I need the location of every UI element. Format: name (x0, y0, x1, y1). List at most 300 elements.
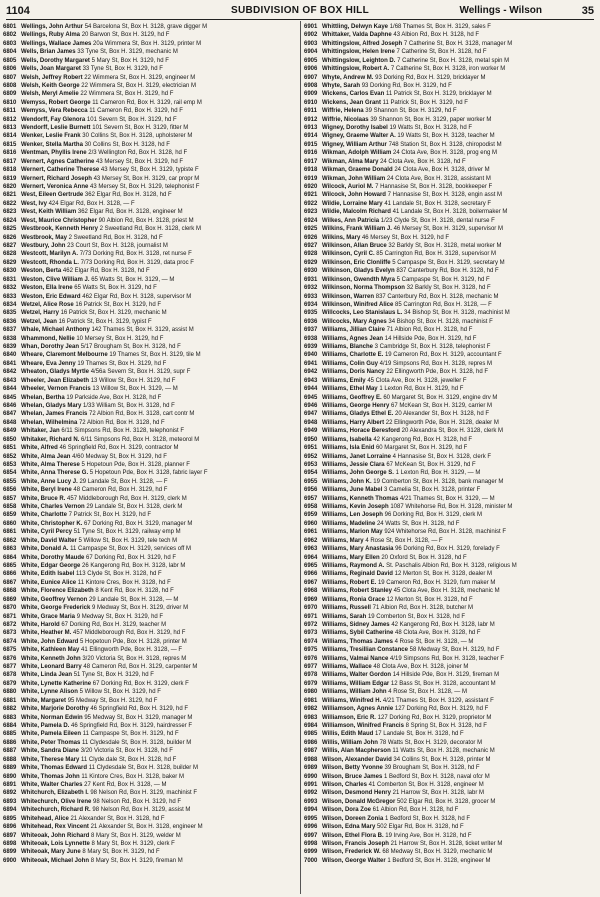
entry-name: White, Alma Jean (21, 453, 71, 460)
entry-name: Williams, Walter Gordon (322, 672, 392, 679)
entry-number: 6880 (3, 689, 17, 696)
list-item (3, 503, 295, 511)
entry-details: 41 Ellingworth Pde, Box H. 3128, — F (81, 647, 183, 654)
entry-number: 6837 (3, 327, 17, 334)
entry-number: 6831 (3, 276, 17, 283)
entry-name: Willcocks, Leo Stanislaus L. (322, 310, 403, 317)
entry-number: 6854 (3, 470, 17, 477)
list-item (304, 495, 596, 503)
list-item (304, 293, 596, 301)
entry-name: Wellings, Ruby Alma (21, 32, 81, 39)
list-item (304, 655, 596, 663)
list-item (3, 663, 295, 671)
entry-details: 22 Wimmera St, Box H. 3129, electrician M (81, 82, 196, 89)
list-item (304, 848, 596, 856)
entry-number: 6864 (3, 554, 17, 561)
entry-details: 41 Comberton St, Box H. 3128, engineer M (368, 781, 484, 788)
entry-name: White, Peter Thomas (21, 739, 81, 746)
list-item (3, 250, 295, 258)
entry-name: Wildie, Lorraine Mary (322, 200, 383, 207)
entry-number: 6804 (3, 49, 17, 56)
list-item (304, 680, 596, 688)
entry-details: 502 Elgar Rd, Box H. 3128, grocer M (396, 798, 496, 805)
entry-name: Whiteoak, Lois Lynnette (21, 840, 90, 847)
entry-details: 17 Landale St, Box H. 3128, hd F (374, 731, 464, 738)
entry-number: 6847 (3, 411, 17, 418)
entry-name: White, Charlotte (21, 512, 67, 519)
list-item (3, 259, 295, 267)
entry-details: 22 Wimmera St, Box H. 3129, engineer M (84, 74, 196, 81)
entry-number: 6839 (3, 344, 17, 351)
entry-details: 42 Kangerong Rd, Box H. 3128, hd F (373, 436, 473, 443)
entry-number: 6861 (3, 529, 17, 536)
entry-number: 6934 (304, 301, 318, 308)
entry-number: 6916 (304, 150, 318, 157)
entry-name: Williams, Russell (322, 605, 371, 612)
entry-name: Westcott, Rhonda L. (21, 259, 79, 266)
entry-details: 7 Hannasise St, Box H. 3128, engin asst M (387, 192, 503, 199)
list-item (304, 23, 596, 31)
entry-name: White, Alfred (21, 445, 58, 452)
entry-number: 6841 (3, 360, 17, 367)
entry-details: 60 Margaret St, Box H. 3129, hd F (375, 445, 468, 452)
list-item (3, 461, 295, 469)
entry-name: Wells, Dorothy Margaret (21, 57, 90, 64)
entry-name: Wilson, Frederick W. (322, 849, 381, 856)
entry-name: Wendorff, Leslie Burnett (21, 125, 91, 132)
entry-name: White, Grace Maria (21, 613, 76, 620)
entry-details: 142 Thames St, Box H. 3129, assist M (91, 327, 194, 334)
entry-name: Wikman, Alma Mary (322, 158, 379, 165)
list-item (304, 419, 596, 427)
entry-details: 68 Medway St, Box H. 3129, mechanic M (382, 849, 493, 856)
list-item (304, 402, 596, 410)
entry-number: 6832 (3, 285, 17, 292)
list-item (304, 166, 596, 174)
list-item (3, 520, 295, 528)
list-item (304, 579, 596, 587)
entry-name: Williams, Sarah (322, 613, 367, 620)
list-item (304, 486, 596, 494)
entry-details: 14 Hillside Pde, Box H. 3129, fireman M (392, 672, 500, 679)
entry-number: 6997 (304, 832, 318, 839)
entry-details: 43 Mersey St, Box H. 3129, hd F (96, 158, 184, 165)
header-rule (6, 19, 594, 20)
entry-name: Whittingslow, Robert A. (322, 66, 390, 73)
list-item (304, 208, 596, 216)
entry-details: 65 Watts St, Box H. 3129, hd F (74, 285, 157, 292)
list-item (3, 158, 295, 166)
list-item (3, 680, 295, 688)
list-item (3, 478, 295, 486)
entry-name: Wilkes, Ann Patricia (322, 217, 380, 224)
entry-number: 6889 (3, 765, 17, 772)
entry-name: White, Marjorie Dorothy (21, 706, 89, 713)
list-item (304, 638, 596, 646)
entry-details: 1/23 Clyde St, Box H. 3128, dental nurse F (380, 217, 495, 224)
entry-name: White, Alma Therese (21, 461, 80, 468)
list-item (304, 318, 596, 326)
entry-details: 1/68 Thames St, Box H. 3129, sales F (389, 24, 491, 30)
left-column (3, 23, 295, 865)
entry-number: 6833 (3, 293, 17, 300)
entry-details: 11 Clydesdale St, Box H. 3128, builder M (82, 739, 192, 746)
entry-number: 6815 (3, 141, 17, 148)
entry-number: 6814 (3, 133, 17, 140)
entry-details: 11 Campaspe St, Box H. 3129, services off M (70, 546, 191, 553)
entry-name: Williams, Isabella (322, 436, 372, 443)
list-item (304, 537, 596, 545)
entry-name: Williams, Tresillian Constance (322, 647, 408, 654)
entry-number: 6947 (304, 411, 318, 418)
entry-details: 24 Clota Ave, Box H. 3128, driver M (394, 167, 490, 174)
entry-name: Williams, Kenneth Thomas (322, 495, 399, 502)
entry-number: 6914 (304, 133, 318, 140)
entry-name: White, Harold (21, 621, 60, 628)
entry-number: 6840 (3, 352, 17, 359)
list-item (304, 773, 596, 781)
entry-number: 6822 (3, 200, 17, 207)
list-item (3, 217, 295, 225)
list-item (3, 107, 295, 115)
entry-details: 16 Patrick St, Box H. 3129, typist F (58, 318, 152, 325)
entry-details: 71 Albion Rd, Box H. 3128, butcher M (372, 605, 474, 612)
entry-name: Wheare, Eva Jenny (21, 360, 76, 367)
list-item (304, 57, 596, 65)
entry-details: 67 McKean St, Box H. 3129, hd F (386, 461, 476, 468)
entry-name: White, Linda Jean (21, 672, 73, 679)
entry-details: 4 Rose St, Box H. 3128, — M (394, 638, 474, 645)
entry-details: 29 Landale St, Box H. 3128, — M (89, 596, 179, 603)
list-item (304, 747, 596, 755)
entry-details: 67 McKean St, Box H. 3129, carrier M (390, 402, 493, 409)
entry-details: 1/33 William St, Box H. 3128, hd F (83, 402, 175, 409)
entry-name: Whitchurch, Elizabeth I. (21, 790, 89, 797)
entry-name: White, Heather M. (21, 630, 72, 637)
entry-number: 6857 (3, 495, 17, 502)
entry-number: 6807 (3, 74, 17, 81)
entry-name: Williams, Ronia Grace (322, 596, 385, 603)
entry-details: 1 Lexton Rd, Box H. 3129, — M (395, 470, 481, 477)
list-item (3, 722, 295, 730)
entry-number: 6929 (304, 259, 318, 266)
entry-name: Wilson, Doreen Zonia (322, 815, 384, 822)
entry-name: Whelan, James Francis (21, 411, 88, 418)
entry-number: 6898 (3, 840, 17, 847)
list-item (3, 23, 295, 31)
entry-name: Wemyss, Robert George (21, 99, 91, 106)
list-item (304, 309, 596, 317)
list-item (304, 621, 596, 629)
entry-name: Williamson, Eric R. (322, 714, 376, 721)
entry-name: Wilson, Charles (322, 781, 367, 788)
entry-number: 6908 (304, 82, 318, 89)
entry-name: Wheeler, Vernon Francis (21, 386, 91, 393)
list-item (304, 351, 596, 359)
list-item (304, 242, 596, 250)
entry-name: West, Ivy (21, 200, 47, 207)
entry-details: 33 Tyne St, Box H. 3129, hd F (82, 66, 163, 73)
list-item (3, 368, 295, 376)
entry-name: White, David Walter (21, 537, 77, 544)
entry-number: 6882 (3, 706, 17, 713)
list-item (304, 183, 596, 191)
entry-number: 6966 (304, 571, 318, 578)
right-column (304, 23, 596, 865)
entry-number: 6989 (304, 765, 318, 772)
entry-details: 6/11 Simpsons Rd, Box H. 3128, telephonist F (61, 428, 184, 435)
list-item (304, 301, 596, 309)
list-item (3, 579, 295, 587)
entry-name: White, Thomas John (21, 773, 80, 780)
entry-details: 11 Kintore Cres, Box H. 3128, baker M (81, 773, 184, 780)
entry-details: 101 Severn St, Box H. 3129, hd F (86, 116, 177, 123)
entry-details: 48 Cameron Rd, Box H. 3129, carpenter M (83, 664, 198, 671)
list-item (304, 65, 596, 73)
entry-number: 6911 (304, 108, 318, 115)
list-item (304, 453, 596, 461)
entry-details: 95 Medway St, Box H. 3129, manager M (84, 714, 193, 721)
entry-details: 58 Medway St, Box H. 3129, hd F (409, 647, 500, 654)
entry-name: Wilson, Alexander David (322, 756, 392, 763)
list-item (3, 655, 295, 663)
entry-details: 7 Catherine St, Box H. 3128, metal spin M (397, 57, 510, 64)
entry-name: Wilkinson, Warren (322, 293, 375, 300)
entry-name: Williams, Madeline (322, 520, 376, 527)
entry-details: 5 Willow St, Box H. 3129, tele tech M (78, 537, 178, 544)
entry-details: 362 Elgar Rd, Box H. 3128, hd F (84, 192, 172, 199)
entry-name: Wernert, Veronica Anne (21, 184, 89, 191)
list-item (304, 250, 596, 258)
list-item (3, 65, 295, 73)
entry-name: Willis, Alan Macpherson (322, 748, 391, 755)
list-item (3, 773, 295, 781)
list-item (304, 158, 596, 166)
list-item (3, 764, 295, 772)
entry-number: 6835 (3, 310, 17, 317)
list-item (3, 225, 295, 233)
entry-name: Williams, Reginald David (322, 571, 393, 578)
entry-details: 22 Ellingworth Pde, Box H. 3128, hd F (386, 369, 489, 376)
entry-number: 6957 (304, 495, 318, 502)
entry-number: 6856 (3, 487, 17, 494)
entry-details: 16 Patrick St, Box H. 3129, mechanic M (60, 310, 167, 317)
entry-details: 9 Medway St, Box H. 3129, hd F (76, 613, 164, 620)
entry-details: 95 Medway St, Box H. 3129, hd F (67, 697, 158, 704)
entry-details: 13 Willow St, Box H. 3129, hd F (90, 377, 176, 384)
list-item (3, 756, 295, 764)
list-item (3, 730, 295, 738)
entry-name: Whittingslow, Leighton D. (322, 57, 396, 64)
entry-name: Williams, Jillian Claire (322, 327, 385, 334)
entry-name: Whitehead, Rex Vincent (21, 824, 89, 831)
list-item (304, 764, 596, 772)
entry-name: Wilson, Ethel Flora B. (322, 832, 384, 839)
entry-name: Wilkinson, Gladys Evelyn (322, 268, 395, 275)
list-item (3, 621, 295, 629)
entry-details: 5 Campaspe St, Box H. 3129, secretary M (392, 259, 505, 266)
entry-details: 39 Shannon St, Box H. 3129, hd F (365, 108, 457, 115)
entry-details: 67 Dorking Rd, Box H. 3129, clerk F (92, 680, 189, 687)
entry-details: 96 Dorking Rd, Box H. 3129, forelady F (395, 546, 500, 553)
entry-name: Wernert, Catherine Therese (21, 167, 100, 174)
entry-number: 6936 (304, 318, 318, 325)
entry-number: 6912 (304, 116, 318, 123)
entry-details: 19 Comberton St, Box H. 3128, hd F (367, 613, 466, 620)
entry-number: 6920 (304, 184, 318, 191)
entry-details: 6/11 Simpsons Rd, Box H. 3128, meteorol M (81, 436, 200, 443)
list-item (304, 191, 596, 199)
list-item (304, 267, 596, 275)
list-item (304, 200, 596, 208)
entry-name: White, Kenneth John (21, 655, 81, 662)
entry-name: Wendorff, Fay Glenora (21, 116, 86, 123)
entry-details: St. Paschalis Albion Rd, Box H. 3128, religious M (386, 563, 517, 569)
entry-details: 3 Camelia St, Box H. 3128, printer F (383, 487, 481, 494)
entry-details: 29 Landale St, Box H. 3128, clerk M (86, 504, 183, 511)
entry-details: 61 Albion Rd, Box H. 3128, hd F (372, 807, 459, 814)
entry-number: 6848 (3, 419, 17, 426)
entry-number: 6955 (304, 478, 318, 485)
entry-details: 90 Albion Rd, Box H. 3128, priest M (98, 217, 194, 224)
list-item (304, 739, 596, 747)
entry-number: 6842 (3, 369, 17, 376)
list-item (304, 840, 596, 848)
entry-name: Whittingslow, Helen Irene (322, 49, 395, 56)
entry-details: 21 Alexander St, Box H. 3128, engineer M (90, 824, 203, 831)
entry-details: 46 Springfield Rd, Box H. 3129, hd F (90, 706, 189, 713)
entry-number: 6981 (304, 697, 318, 704)
list-item (3, 697, 295, 705)
entry-details: 72 Albion Rd, Box H. 3128, hd F (78, 419, 165, 426)
entry-number: 6985 (304, 731, 318, 738)
entry-number: 6991 (304, 781, 318, 788)
list-item (304, 343, 596, 351)
entry-name: Williams, Harry Albert (322, 419, 385, 426)
entry-details: 127 Dorking Rd, Box H. 3129, hd F (394, 706, 489, 713)
entry-details: 72 Albion Rd, Box H. 3128, cart contr M (89, 411, 195, 418)
entry-number: 6878 (3, 672, 17, 679)
entry-name: White, Charles Vernon (21, 504, 85, 511)
entry-name: Williams, Gladys Ethel E. (322, 411, 394, 418)
entry-number: 6850 (3, 436, 17, 443)
list-item (304, 74, 596, 82)
entry-details: 1 Lexton Rd, Box H. 3129, hd F (379, 386, 464, 393)
entry-details: 98 Nelson Rd, Box H. 3129, machinist F (90, 790, 198, 797)
entry-name: White, Sandra Diane (21, 748, 80, 755)
entry-name: White, Lynne Alison (21, 689, 78, 696)
list-item (304, 714, 596, 722)
entry-details: 3/20 Victoria St, Box H. 3128, hd F (80, 748, 173, 755)
list-item (3, 604, 295, 612)
entry-name: West, Maurice Christopher (21, 217, 97, 224)
entry-number: 6994 (304, 807, 318, 814)
entry-number: 6803 (3, 40, 17, 47)
entry-details: 8 Mary St, Box H. 3129, welder M (91, 832, 181, 839)
entry-name: White, Beryl Irene (21, 487, 72, 494)
entry-number: 6865 (3, 563, 17, 569)
entry-details: 462 Elgar Rd, Box H. 3128, supervisor M (82, 293, 192, 300)
list-item (304, 335, 596, 343)
list-item (304, 469, 596, 477)
entry-name: Willcocks, Mary Agnes (322, 318, 387, 325)
list-item (3, 40, 295, 48)
entry-number: 6863 (3, 546, 17, 553)
entry-name: Wheaton, Gladys Myrtle (21, 369, 90, 376)
entry-name: Wentman, Phyllis Irene (21, 150, 87, 157)
entry-details: 41 Landale St, Box H. 3128, secretary F (384, 200, 492, 207)
entry-name: Welsh, Meryl Amelie (21, 91, 79, 98)
list-item (304, 554, 596, 562)
entry-name: Wells, Joan Margaret (21, 66, 81, 73)
entry-details: 11 Kintore Cres, Box H. 3128, hd F (77, 579, 171, 586)
entry-number: 6992 (304, 790, 318, 797)
entry-name: White, Dorothy Maude (21, 554, 85, 561)
entry-details: 14 Hillside Pde, Box H. 3129, hd F (384, 335, 477, 342)
entry-details: 8 Mary St, Box H. 3129, clerk F (91, 840, 175, 847)
list-item (3, 486, 295, 494)
entry-number: 6902 (304, 32, 318, 39)
entry-details: 11 Campaspe St, Box H. 3129, hd F (82, 731, 179, 738)
list-item (3, 234, 295, 242)
entry-name: Weston, Eric Edward (21, 293, 81, 300)
entry-name: Wilcock, John Howard (322, 192, 386, 199)
entry-details: 4 Rose St, Box H. 3128, — F (365, 537, 443, 544)
list-item (3, 293, 295, 301)
entry-number: 6915 (304, 141, 318, 148)
entry-number: 6899 (3, 849, 17, 856)
entry-name: White, Edgar George (21, 563, 81, 569)
entry-name: Wigney, Dorothy Isabel (322, 125, 388, 132)
entry-number: 6843 (3, 377, 17, 384)
entry-name: Williams, George Henry (322, 402, 390, 409)
entry-name: White, Christopher K. (21, 520, 83, 527)
entry-number: 6810 (3, 99, 17, 106)
entry-details: 34 Bishop St, Box H. 3128, machinist F (388, 318, 493, 325)
list-item (304, 48, 596, 56)
entry-number: 6809 (3, 91, 17, 98)
entry-details: 9 Medway St, Box H. 3129, driver M (92, 605, 189, 612)
entry-details: 1 Bedford St, Box H. 3128, naval ofcr M (383, 773, 490, 780)
entry-number: 6939 (304, 344, 318, 351)
list-item (3, 166, 295, 174)
entry-name: Wikman, Adolph William (322, 150, 392, 157)
entry-details: 21 Harrow St, Box H. 3128, ticket writer M (390, 840, 503, 847)
list-item (3, 57, 295, 65)
entry-number: 6921 (304, 192, 318, 199)
entry-name: White, Margaret (21, 697, 67, 704)
entry-number: 6860 (3, 520, 17, 527)
list-item (304, 604, 596, 612)
entry-number: 6887 (3, 748, 17, 755)
entry-name: White, Anna Therese G. (21, 470, 89, 477)
entry-number: 6969 (304, 596, 318, 603)
list-item (304, 82, 596, 90)
entry-details: 2/3 Wellington Rd, Box H. 3128, hd F (88, 150, 188, 157)
entry-number: 6870 (3, 605, 17, 612)
list-item (304, 385, 596, 393)
entry-name: Williams, Mary Anastasia (322, 546, 394, 553)
entry-number: 6834 (3, 301, 17, 308)
entry-details: 113 Clyde St, Box H. 3128, hd F (76, 571, 162, 578)
entry-details: 3/20 Victoria St, Box H. 3128, repres M (82, 655, 187, 662)
entry-name: Wilcock, Auriol M. (322, 184, 374, 191)
entry-name: Williams, Janet Lorraine (322, 453, 391, 460)
list-item (3, 453, 295, 461)
page-number-right: 35 (581, 5, 594, 17)
list-item (3, 141, 295, 149)
list-item (3, 537, 295, 545)
